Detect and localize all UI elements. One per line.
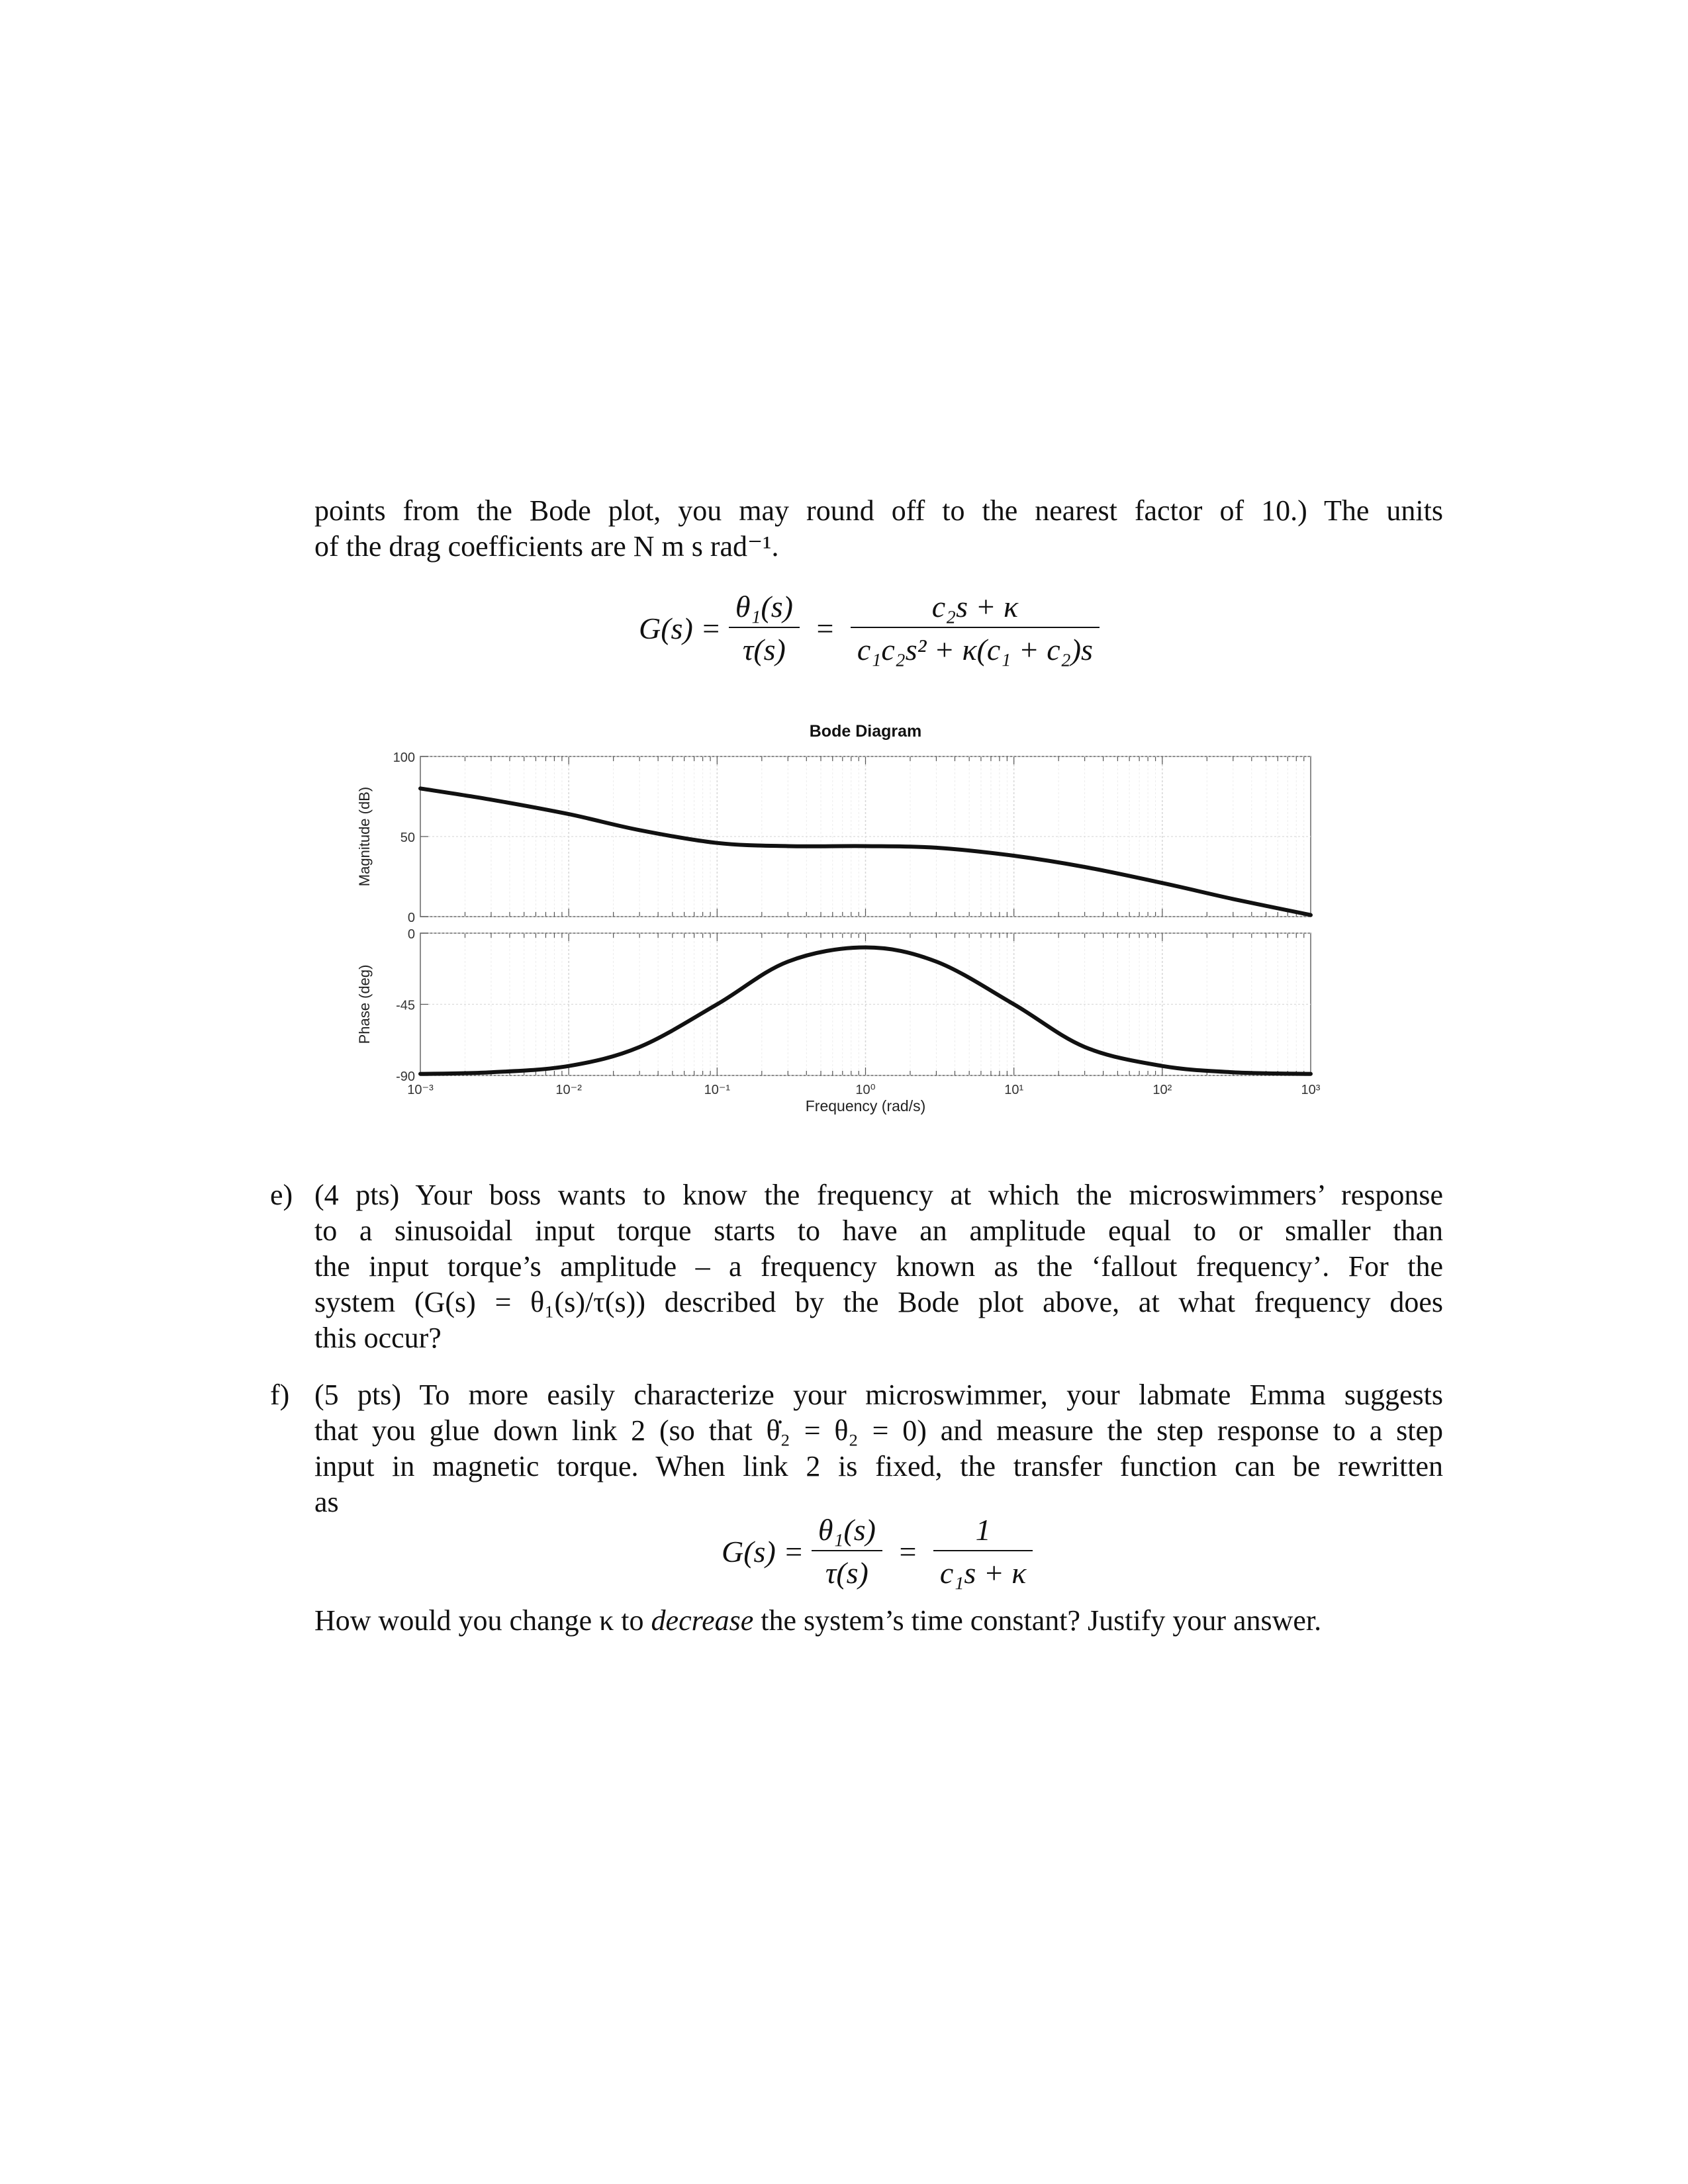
question-e-line-4: system (G(s) = θ₁(s)/τ(s)) described by the Bode plot above, at what frequency does (314, 1286, 1443, 1318)
chart-title: Bode Diagram (809, 722, 922, 741)
fraction-numerator: 1 (933, 1512, 1033, 1551)
x-tick-label: 10⁻³ (407, 1083, 434, 1097)
x-tick-label: 10⁰ (855, 1083, 876, 1097)
question-e-line-5: this occur? (314, 1322, 442, 1354)
fraction-numerator: c₂s + κ (851, 589, 1100, 628)
x-tick-label: 10² (1152, 1083, 1172, 1097)
x-tick-label: 10⁻¹ (704, 1083, 731, 1097)
equals-sign: = (816, 611, 834, 645)
intro-line-2: of the drag coefficients are N m s rad⁻¹. (314, 530, 779, 563)
intro-line-1: points from the Bode plot, you may round off to the nearest factor of 10.) The units (314, 494, 1443, 527)
x-axis-label: Frequency (rad/s) (805, 1097, 926, 1115)
closing-question (314, 1603, 1453, 1639)
fraction-transfer-function (851, 589, 1100, 667)
x-tick-label: 10⁻² (555, 1083, 582, 1097)
equation-lhs: G(s) = (722, 1534, 804, 1569)
fraction-numerator: θ₁(s) (812, 1512, 882, 1551)
transfer-function-equation (639, 589, 1100, 667)
phase-y-axis-label: Phase (deg) (356, 964, 373, 1044)
fraction-denominator: c₁c₂s² + κ(c₁ + c₂)s (857, 633, 1093, 666)
question-f-label: f) (270, 1379, 290, 1411)
equals-sign: = (899, 1534, 917, 1569)
magnitude-y-tick-label: 0 (407, 911, 415, 925)
question-f-line-4: as (314, 1486, 339, 1518)
intro-paragraph (314, 493, 1443, 565)
x-tick-label: 10³ (1301, 1083, 1321, 1097)
magnitude-y-axis-label: Magnitude (dB) (356, 786, 373, 887)
question-f-line-1: (5 pts) To more easily characterize your microswimmer, your labmate Emma suggests (314, 1379, 1443, 1411)
magnitude-y-tick-label: 100 (393, 751, 415, 765)
question-e-text (314, 1177, 1443, 1356)
closing-emphasis: decrease (651, 1604, 754, 1637)
fraction-numerator: θ₁(s) (729, 589, 800, 628)
question-f-line-2: that you glue down link 2 (so that θ̇₂ = θ₂ = 0) and measure the step response to a step (314, 1414, 1443, 1447)
phase-y-tick-label: 0 (407, 927, 415, 942)
closing-text-after: the system’s time constant? Justify your answer. (753, 1604, 1322, 1637)
question-e-line-3: the input torque’s amplitude – a frequency known as the ‘fallout frequency’. For the (314, 1250, 1443, 1283)
fraction-theta-over-tau (812, 1512, 882, 1590)
question-e-label: e) (270, 1179, 293, 1211)
question-f-line-3: input in magnetic torque. When link 2 is fixed, the transfer function can be rewritten (314, 1450, 1443, 1482)
fixed-link-transfer-function (722, 1512, 1033, 1590)
fraction-first-order (933, 1512, 1033, 1590)
question-f-text (314, 1377, 1443, 1520)
magnitude-y-tick-label: 50 (400, 831, 415, 845)
phase-y-tick-label: -45 (396, 998, 415, 1013)
fraction-theta-over-tau (729, 589, 800, 667)
fraction-denominator: τ(s) (825, 1556, 868, 1590)
question-e-line-1: (4 pts) Your boss wants to know the frequency at which the microswimmers’ response (314, 1179, 1443, 1211)
equation-lhs: G(s) = (639, 611, 722, 645)
fraction-denominator: c₁s + κ (939, 1556, 1027, 1590)
question-e-line-2: to a sinusoidal input torque starts to have an amplitude equal to or smaller than (314, 1214, 1443, 1247)
x-tick-label: 10¹ (1004, 1083, 1024, 1097)
closing-text-before: How would you change κ to (314, 1604, 651, 1637)
bode-plot-svg (344, 718, 1337, 1128)
phase-y-tick-label: -90 (396, 1069, 415, 1084)
bode-plot (344, 718, 1337, 1128)
fraction-denominator: τ(s) (742, 633, 786, 666)
